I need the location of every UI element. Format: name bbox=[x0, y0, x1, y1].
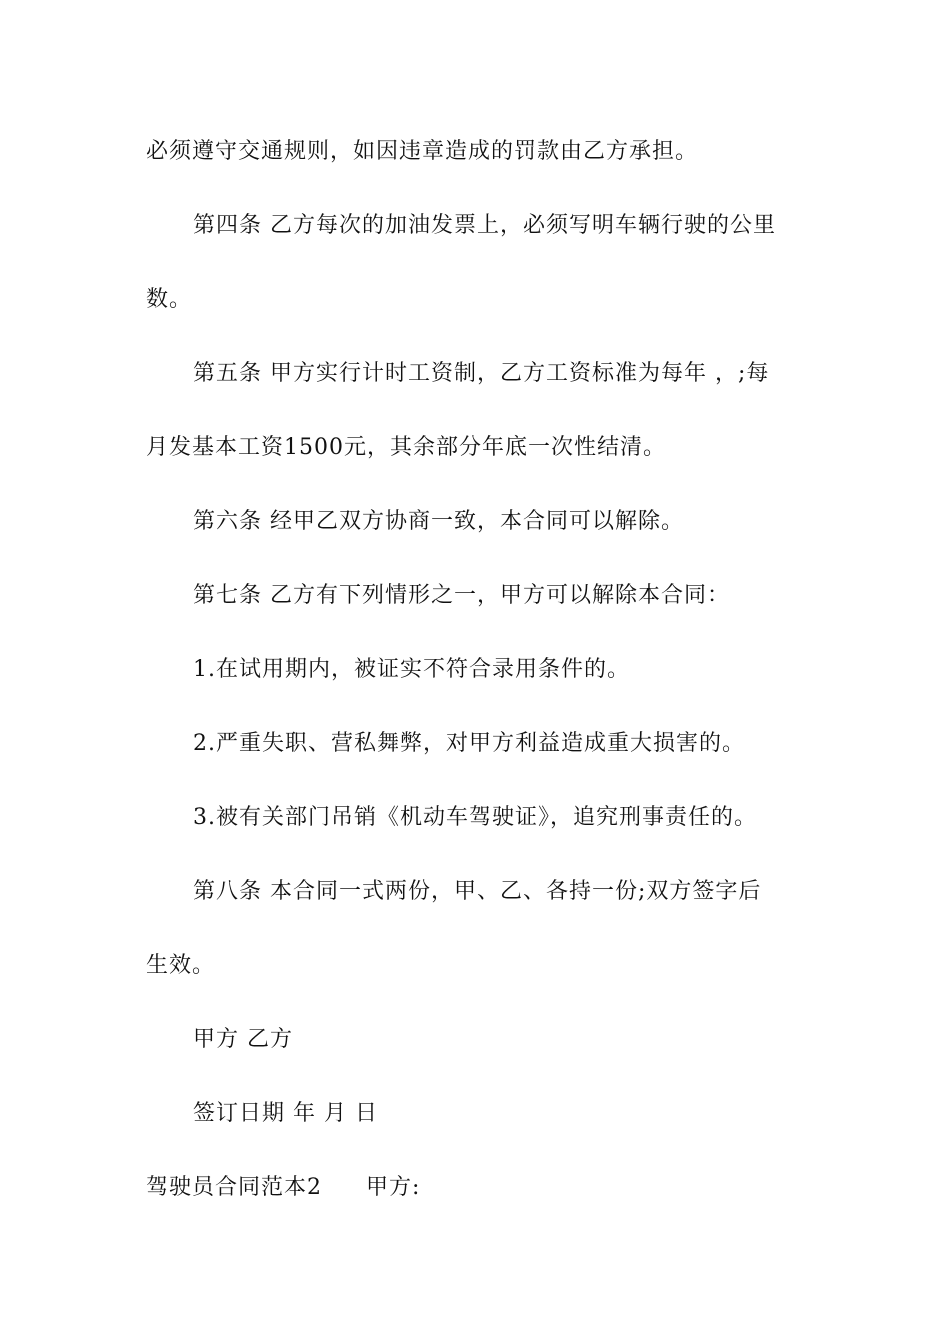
article-eight-line: 第八条 本合同一式两份，甲、乙、各持一份;双方签字后 bbox=[193, 879, 762, 904]
signing-date-line: 签订日期 年 月 日 bbox=[193, 1101, 378, 1126]
article-five-continuation: 月发基本工资1500元，其余部分年底一次性结清。 bbox=[146, 435, 666, 460]
article-four-line: 第四条 乙方每次的加油发票上，必须写明车辆行驶的公里 bbox=[193, 213, 776, 238]
next-document-title: 驾驶员合同范本2 bbox=[146, 1175, 322, 1200]
condition-item-2: 2.严重失职、营私舞弊，对甲方利益造成重大损害的。 bbox=[193, 731, 745, 756]
condition-item-1: 1.在试用期内，被证实不符合录用条件的。 bbox=[193, 657, 630, 682]
condition-item-3: 3.被有关部门吊销《机动车驾驶证》，追究刑事责任的。 bbox=[193, 805, 757, 830]
signature-parties-line: 甲方 乙方 bbox=[193, 1027, 293, 1052]
article-four-continuation: 数。 bbox=[146, 287, 193, 312]
party-a-label: 甲方: bbox=[366, 1175, 421, 1200]
paragraph-line-1: 必须遵守交通规则，如因违章造成的罚款由乙方承担。 bbox=[146, 139, 699, 164]
next-document-heading-line bbox=[146, 1173, 826, 1203]
article-eight-continuation: 生效。 bbox=[146, 953, 216, 978]
article-six-line: 第六条 经甲乙双方协商一致，本合同可以解除。 bbox=[193, 509, 684, 534]
article-seven-line: 第七条 乙方有下列情形之一，甲方可以解除本合同： bbox=[193, 583, 730, 608]
article-five-line: 第五条 甲方实行计时工资制，乙方工资标准为每年 ，;每 bbox=[193, 361, 770, 386]
